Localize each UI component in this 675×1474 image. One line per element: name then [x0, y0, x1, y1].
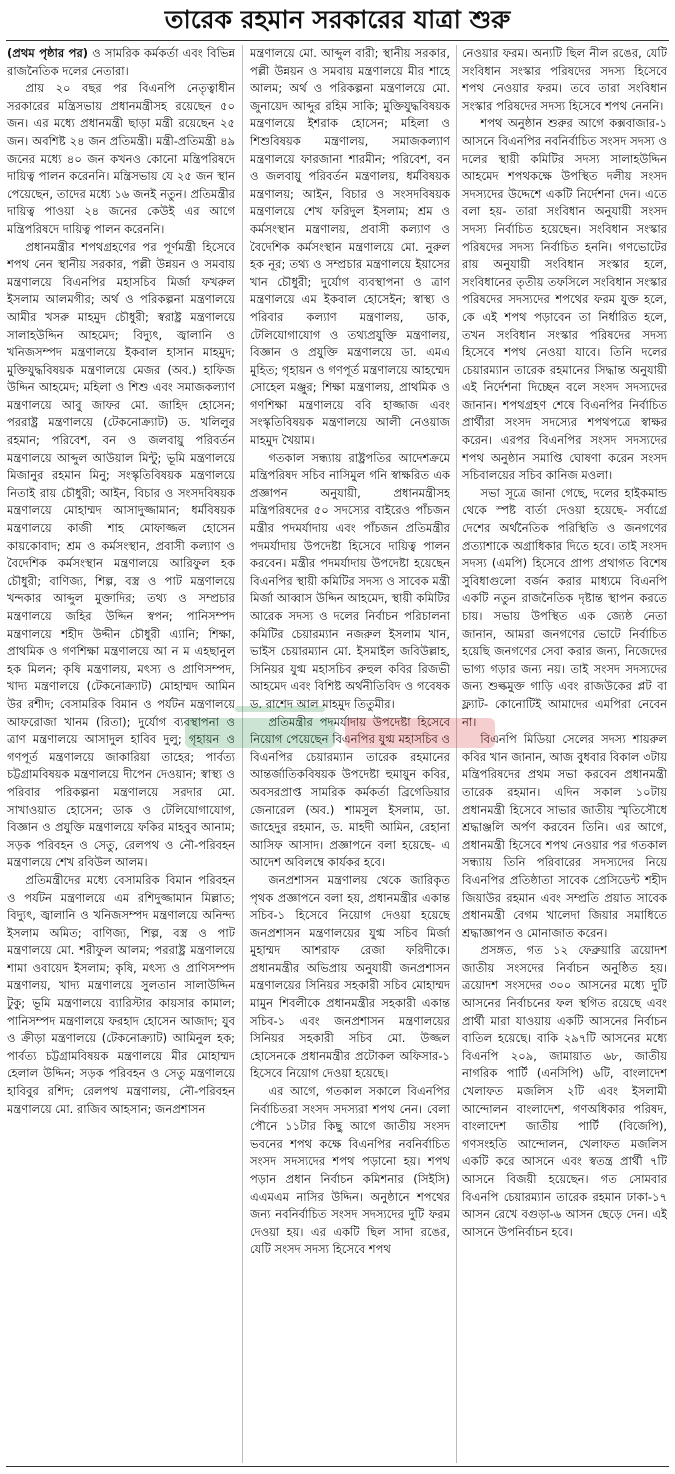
paragraph: শপথ অনুষ্ঠান শুরুর আগে কক্সবাজার-১ আসনে বিএনপির নবনির্বাচিত সংসদ সদস্য ও দলের স্থায়ী কমিটির সদস্য সালাহউদ্দিন আহমেদ শপথকক্ষে উপস্থিত দলীয় সংসদ সদস্যদের উদ্দেশে একটি নির্দেশনা দেন। এতে বলা হয়- তারা সংবিধান অনুযায়ী সংসদ সদস্য নির্বাচিত হয়েছেন। সংবিধান সংস্কার পরিষদের সদস্য নির্বাচিত হননি। গণভোটের রায় অনুযায়ী সংবিধান সংস্কার হলে, সংবিধানের তৃতীয় তফসিলে সংবিধান সংস্কার পরিষদের সদস্যদের শপথের ফরম যুক্ত হলে, কে এই শপথ পড়াবেন তা নির্ধারিত হলে, তখন সংবিধান সংস্কার পরিষদের সদস্য হিসেবে শপথ নেওয়া যাবে। তিনি দলের চেয়ারম্যান তারেক রহমানের সিদ্ধান্ত অনুযায়ী এই নির্দেশনা দিচ্ছেন বলে সংসদ সদস্যদের জানান। শপথগ্রহণ শেষে বিএনপির নির্বাচিত প্রার্থীরা সংসদ সদস্যের শপথপত্রে স্বাক্ষর করেন। এরপর বিএনপির সংসদ সদস্যদের শপথ অনুষ্ঠান সমাপ্তি ঘোষণা করেন সংসদ সচিবালয়ের সচিব কানিজ মওলা। [462, 116, 667, 483]
paragraph: প্রধানমন্ত্রীর শপথগ্রহণের পর পূর্ণমন্ত্রী হিসেবে শপথ নেন স্থানীয় সরকার, পল্লী উন্নয়ন ও সমবায় মন্ত্রণালয়ে বিএনপির মহাসচিব মির্জা ফখরুল ইসলাম আলমগীর; অর্থ ও পরিকল্পনা মন্ত্রণালয়ে আমীর খসরু মাহমুদ চৌধুরী; স্বরাষ্ট্র মন্ত্রণালয়ে সালাহউদ্দিন আহমেদ; বিদ্যুৎ, জ্বালানি ও খনিজসম্পদ মন্ত্রণালয়ে ইকবাল হাসান মাহমুদ; মুক্তিযুদ্ধবিষয়ক মন্ত্রণালয়ে মেজর (অব.) হাফিজ উদ্দিন আহমেদ; মহিলা ও শিশু এবং সমাজকল্যাণ মন্ত্রণালয়ে আবু জাফর মো. জাহিদ হোসেন; পররাষ্ট্র মন্ত্রণালয়ে (টেকনোক্র্যাট) ড. খলিলুর রহমান; পরিবেশ, বন ও জলবায়ু পরিবর্তন মন্ত্রণালয়ে আব্দুল আউয়াল মিন্টু; ভূমি মন্ত্রণালয়ে মিজানুর রহমান মিনু; সংস্কৃতিবিষয়ক মন্ত্রণালয়ে নিতাই রায় চৌধুরী; আইন, বিচার ও সংসদবিষয়ক মন্ত্রণালয়ে মোহাম্মদ আসাদুজ্জামান; ধর্মবিষয়ক মন্ত্রণালয়ে কাজী শাহ মোফাজ্জল হোসেন কায়কোবাদ; শ্রম ও কর্মসংস্থান, প্রবাসী কল্যাণ ও বৈদেশিক কর্মসংস্থান মন্ত্রণালয়ে আরিফুল হক চৌধুরী; বাণিজ্য, শিল্প, বস্ত্র ও পাট মন্ত্রণালয়ে খন্দকার আব্দুল মুক্তাদির; তথ্য ও সম্প্রচার মন্ত্রণালয়ে জহির উদ্দিন স্বপন; পানিসম্পদ মন্ত্রণালয়ে শহীদ উদ্দীন চৌধুরী এ্যানি; শিক্ষা, প্রাথমিক ও গণশিক্ষা মন্ত্রণালয়ে আ ন ম এহছানুল হক মিলন; কৃষি মন্ত্রণালয়, মৎস্য ও প্রাণিসম্পদ, খাদ্য মন্ত্রণালয়ে (টেকনোক্র্যাট) মোহাম্মদ আমিন উর রশীদ; বেসামরিক বিমান ও পর্যটন মন্ত্রণালয়ে আফরোজা খানম (রিতা); দুর্যোগ ব্যবস্থাপনা ও ত্রাণ মন্ত্রণালয়ে আসাদুল হাবিব দুলু; গৃহায়ন ও গণপূর্ত মন্ত্রণালয়ে জাকারিয়া তাহের; পার্বত্য চট্টগ্রামবিষয়ক মন্ত্রণালয়ে দীপেন দেওয়ান; স্বাস্থ্য ও পরিবার পরিকল্পনা মন্ত্রণালয়ে সরদার মো. সাখাওয়াত হোসেন; ডাক ও টেলিযোগাযোগ, বিজ্ঞান ও প্রযুক্তি মন্ত্রণালয়ে ফকির মাহবুব আনাম; সড়ক পরিবহন ও সেতু, রেলপথ ও নৌ-পরিবহন মন্ত্রণালয়ে শেখ রবিউল আলম। [7, 239, 235, 870]
paragraph: বিএনপি মিডিয়া সেলের সদস্য শায়রুল কবির খান জানান, আজ বুধবার বিকাল ৩টায় মন্ত্রিপরিষদের প্রথম সভা করবেন প্রধানমন্ত্রী তারেক রহমান। এদিন সকাল ১০টায় প্রধানমন্ত্রী হিসেবে সাভার জাতীয় স্মৃতিসৌধে শ্রদ্ধাঞ্জলি অর্পণ করবেন তিনি। এর আগে, প্রধানমন্ত্রী হিসেবে শপথ নেওয়ার পর গতকাল সন্ধ্যায় তিনি পরিবারের সদস্যদের নিয়ে বিএনপির প্রতিষ্ঠাতা সাবেক প্রেসিডেন্ট শহীদ জিয়াউর রহমান এবং সম্প্রতি প্রয়াত সাবেক প্রধানমন্ত্রী বেগম খালেদা জিয়ার সমাধিতে শ্রদ্ধাজ্ঞাপন ও মোনাজাত করেন। [462, 732, 667, 940]
column-divider [242, 45, 243, 1463]
paragraph: প্রসঙ্গত, গত ১২ ফেব্রুয়ারি ত্রয়োদশ জাতীয় সংসদের নির্বাচন অনুষ্ঠিত হয়। ত্রয়োদশ সংসদের ৩০০ আসনের মধ্যে দুটি আসনের নির্বাচনের ফল স্থগিত রয়েছে এবং প্রার্থী মারা যাওয়ায় একটি আসনের নির্বাচন বাতিল হয়েছে। বাকি ২৯৭টি আসনের মধ্যে বিএনপি ২০৯, জামায়াত ৬৮, জাতীয় নাগরিক পার্টি (এনসিপি) ৬টি, বাংলাদেশ খেলাফত মজলিস ২টি এবং ইসলামী আন্দোলন বাংলাদেশ, গণঅধিকার পরিষদ, বাংলাদেশ জাতীয় পার্টি (বিজেপি), গণসংহতি আন্দোলন, খেলাফত মজলিস একটি করে আসনে এবং স্বতন্ত্র প্রার্থী ৭টি আসনে বিজয়ী হয়েছেন। গত সোমবার বিএনপি চেয়ারম্যান তারেক রহমান ঢাকা-১৭ আসন রেখে বগুড়া-৬ আসন ছেড়ে দেন। এই আসনে উপনির্বাচন হবে। [462, 943, 667, 1239]
article-column-3 [462, 45, 667, 1463]
headline-rule [6, 40, 669, 41]
paragraph: জনপ্রশাসন মন্ত্রণালয় থেকে জারিকৃত পৃথক প্রজ্ঞাপনে বলা হয়, প্রধানমন্ত্রীর একান্ত সচিব-১ হিসেবে নিয়োগ দেওয়া হয়েছে জনপ্রশাসন মন্ত্রণালয়ের যুগ্ম সচিব মির্জা মুহাম্মদ আশরাফ রেজা ফরিদীকে। প্রধানমন্ত্রীর অভিপ্রায় অনুযায়ী জনপ্রশাসন মন্ত্রণালয়ের সিনিয়র সহকারী সচিব মোহাম্মদ মামুন শিবলীকে প্রধানমন্ত্রীর সহকারী একান্ত সচিব-১ এবং জনপ্রশাসন মন্ত্রণালয়ের সিনিয়র সহকারী সচিব মো. উজ্জল হোসেনকে প্রধানমন্ত্রীর প্রটোকল অফিসার-১ হিসেবে নিয়োগ দেওয়া হয়েছে। [250, 872, 450, 1081]
article-column-2 [250, 45, 450, 1463]
headline: তারেক রহমান সরকারের যাত্রা শুরু [164, 5, 511, 34]
column-divider [456, 45, 457, 1463]
footer-rule [6, 1466, 669, 1467]
paragraph [7, 45, 235, 80]
paragraph: গতকাল সন্ধ্যায় রাষ্ট্রপতির আদেশক্রমে মন্ত্রিপরিষদ সচিব নাসিমুল গনি স্বাক্ষরিত এক প্রজ্ঞাপন অনুযায়ী, প্রধানমন্ত্রীসহ মন্ত্রিপরিষদের ৫০ সদস্যের বাইরেও পাঁচজন মন্ত্রীর পদমর্যাদায় এবং পাঁচজন প্রতিমন্ত্রীর পদমর্যাদায় উপদেষ্টা হিসেবে দায়িত্ব পালন করবেন। মন্ত্রীর পদমর্যাদায় উপদেষ্টা হয়েছেন বিএনপির স্থায়ী কমিটির সদস্য ও সাবেক মন্ত্রী মির্জা আব্বাস উদ্দিন আহমেদ, স্থায়ী কমিটির আরেক সদস্য ও দলের নির্বাচন পরিচালনা কমিটির চেয়ারম্যান নজরুল ইসলাম খান, ভাইস চেয়ারম্যান মো. ইসমাইল জবিউল্লাহ, সিনিয়র যুগ্ম মহাসচিব রুহুল কবির রিজভী আহমেদ এবং বিশিষ্ট অর্থনীতিবিদ ও গবেষক ড. রাশেদ আল মাহমুদ তিতুমীর। [250, 450, 450, 711]
article-column-1 [7, 45, 235, 1463]
paragraph: প্রতিমন্ত্রীর পদমর্যাদায় উপদেষ্টা হিসেবে নিয়োগ পেয়েছেন বিএনপির যুগ্ম মহাসচিব ও বিএনপির চেয়ারম্যান তারেক রহমানের আন্তর্জাতিকবিষয়ক উপদেষ্টা হুমায়ুন কবির, অবসরপ্রাপ্ত সামরিক কর্মকর্তা ব্রিগেডিয়ার জেনারেল (অব.) শামসুল ইসলাম, ডা. জাহেদুর রহমান, ড. মাহদী আমিন, রেহানা আসিফ আসাদ। প্রজ্ঞাপনে বলা হয়েছে- এ আদেশ অবিলম্বে কার্যকর হবে। [250, 714, 450, 870]
paragraph: নেওয়ার ফরম। অন্যটি ছিল নীল রঙের, যেটি সংবিধান সংস্কার পরিষদের সদস্য হিসেবে শপথ নেওয়ার ফরম। তবে তারা সংবিধান সংস্কার পরিষদের সদস্য হিসেবে শপথ নেননি। [462, 46, 667, 113]
paragraph: সভা সূত্রে জানা গেছে, দলের হাইকমান্ড থেকে স্পষ্ট বার্তা দেওয়া হয়েছে- সর্বাগ্রে দেশের অর্থনৈতিক পরিস্থিতি ও জনগণের প্রত্যাশাকে অগ্রাধিকার দিতে হবে। তাই সংসদ সদস্য (এমপি) হিসেবে প্রাপ্য প্রথাগত বিশেষ সুবিধাগুলো বর্জন করার মাধ্যমে বিএনপি একটি নতুন রাজনৈতিক দৃষ্টান্ত স্থাপন করতে চায়। সভায় উপস্থিত এক জ্যেষ্ঠ নেতা জানান, আমরা জনগণের ভোটে নির্বাচিত হয়েছি জনগণের সেবা করার জন্য, নিজেদের ভাগ্য গড়ার জন্য নয়। তাই সংসদ সদস্যদের জন্য শুল্কমুক্ত গাড়ি এবং রাজউকের প্লট বা ফ্ল্যাট- কোনোটিই আমাদের এমপিরা নেবেন না। [462, 485, 667, 729]
paragraph: প্রতিমন্ত্রীদের মধ্যে বেসামরিক বিমান পরিবহন ও পর্যটন মন্ত্রণালয়ে এম রশিদুজ্জামান মিল্লাত; বিদ্যুৎ, জ্বালানি ও খনিজসম্পদ মন্ত্রণালয়ে অনিন্দ্য ইসলাম অমিত; বাণিজ্য, শিল্প, বস্ত্র ও পাট মন্ত্রণালয়ে মো. শরীফুল আলম; পররাষ্ট্র মন্ত্রণালয়ে শামা ওবায়েদ ইসলাম; কৃষি, মৎস্য ও প্রাণিসম্পদ মন্ত্রণালয়, খাদ্য মন্ত্রণালয়ে সুলতান সালাউদ্দিন টুকু; ভূমি মন্ত্রণালয়ে ব্যারিস্টার কায়সার কামাল; পানিসম্পদ মন্ত্রণালয়ে ফরহাদ হোসেন আজাদ; যুব ও ক্রীড়া মন্ত্রণালয়ে (টেকনোক্র্যাট) আমিনুল হক; পার্বত্য চট্টগ্রামবিষয়ক মন্ত্রণালয়ে মীর মোহাম্মদ হেলাল উদ্দিন; সড়ক পরিবহন ও সেতু মন্ত্রণালয়ে হাবিবুর রশিদ; রেলপথ মন্ত্রণালয়, নৌ-পরিবহন মন্ত্রণালয়ে মো. রাজিব আহসান; জনপ্রশাসন [7, 872, 235, 1116]
paragraph: প্রায় ২০ বছর পর বিএনপি নেতৃত্বাধীন সরকারের মন্ত্রিসভায় প্রধানমন্ত্রীসহ রয়েছেন ৫০ জন। এর মধ্যে প্রধানমন্ত্রী ছাড়া মন্ত্রী রয়েছেন ২৫ জন। অবশিষ্ট ২৪ জন প্রতিমন্ত্রী। মন্ত্রী-প্রতিমন্ত্রী ৪৯ জনের মধ্যে ৪০ জন কখনও কোনো মন্ত্রিপরিষদে দায়িত্ব পালন করেননি। মন্ত্রিসভায় যে ২৫ জন স্থান পেয়েছেন, তাদের মধ্যে ১৬ জনই নতুন। প্রতিমন্ত্রীর দায়িত্ব পাওয়া ২৪ জনের কেউই এর আগে মন্ত্রিপরিষদে দায়িত্ব পালন করেননি। [7, 81, 235, 236]
continuation-marker: (প্রথম পৃষ্ঠার পর) [7, 46, 89, 60]
paragraph: মন্ত্রণালয়ে মো. আব্দুল বারী; স্থানীয় সরকার, পল্লী উন্নয়ন ও সমবায় মন্ত্রণালয়ে মীর শাহে আলম; অর্থ ও পরিকল্পনা মন্ত্রণালয়ে মো. জুনায়েদ আব্দুর রহিম সাকি; মুক্তিযুদ্ধবিষয়ক মন্ত্রণালয়ে ইশরাক হোসেন; মহিলা ও শিশুবিষয়ক মন্ত্রণালয়, সমাজকল্যাণ মন্ত্রণালয়ে ফারজানা শারমীন; পরিবেশ, বন ও জলবায়ু পরিবর্তন মন্ত্রণালয়, ধর্মবিষয়ক মন্ত্রণালয়; আইন, বিচার ও সংসদবিষয়ক মন্ত্রণালয়ে শেখ ফরিদুল ইসলাম; শ্রম ও কর্মসংস্থান মন্ত্রণালয়, প্রবাসী কল্যাণ ও বৈদেশিক কর্মসংস্থান মন্ত্রণালয়ে মো. নুরুল হক নূর; তথ্য ও সম্প্রচার মন্ত্রণালয়ে ইয়াসের খান চৌধুরী; দুর্যোগ ব্যবস্থাপনা ও ত্রাণ মন্ত্রণালয়ে এম ইকবাল হোসেইন; স্বাস্থ্য ও পরিবার কল্যাণ মন্ত্রণালয়, ডাক, টেলিযোগাযোগ ও তথ্যপ্রযুক্তি মন্ত্রণালয়, বিজ্ঞান ও প্রযুক্তি মন্ত্রণালয়ে ডা. এমএ মুহিত; গৃহায়ন ও গণপূর্ত মন্ত্রণালয়ে আহম্মেদ সোহেল মঞ্জুর; শিক্ষা মন্ত্রণালয়, প্রাথমিক ও গণশিক্ষা মন্ত্রণালয়ে ববি হাজ্জাজ এবং সংস্কৃতিবিষয়ক মন্ত্রণালয়ে আলী নেওয়াজ মাহমুদ খৈয়াম। [250, 46, 450, 448]
lead-text: ও সামরিক কর্মকর্তা এবং বিভিন্ন রাজনৈতিক দলের নেতারা। [7, 46, 235, 78]
paragraph: এর আগে, গতকাল সকালে বিএনপির নির্বাচিতরা সংসদ সদস্যরা শপথ নেন। বেলা পৌনে ১১টার কিছু আগে জাতীয় সংসদ ভবনের শপথ কক্ষে বিএনপির নবনির্বাচিত সংসদ সদস্যদের শপথ পড়ানো হয়। শপথ পড়ান প্রধান নির্বাচন কমিশনার (সিইসি) এএমএম নাসির উদ্দিন। অনুষ্ঠানে শপথের জন্য নবনির্বাচিত সংসদ সদস্যদের দুটি ফরম দেওয়া হয়। এর একটি ছিল সাদা রঙের, যেটি সংসদ সদস্য হিসেবে শপথ [250, 1084, 450, 1257]
